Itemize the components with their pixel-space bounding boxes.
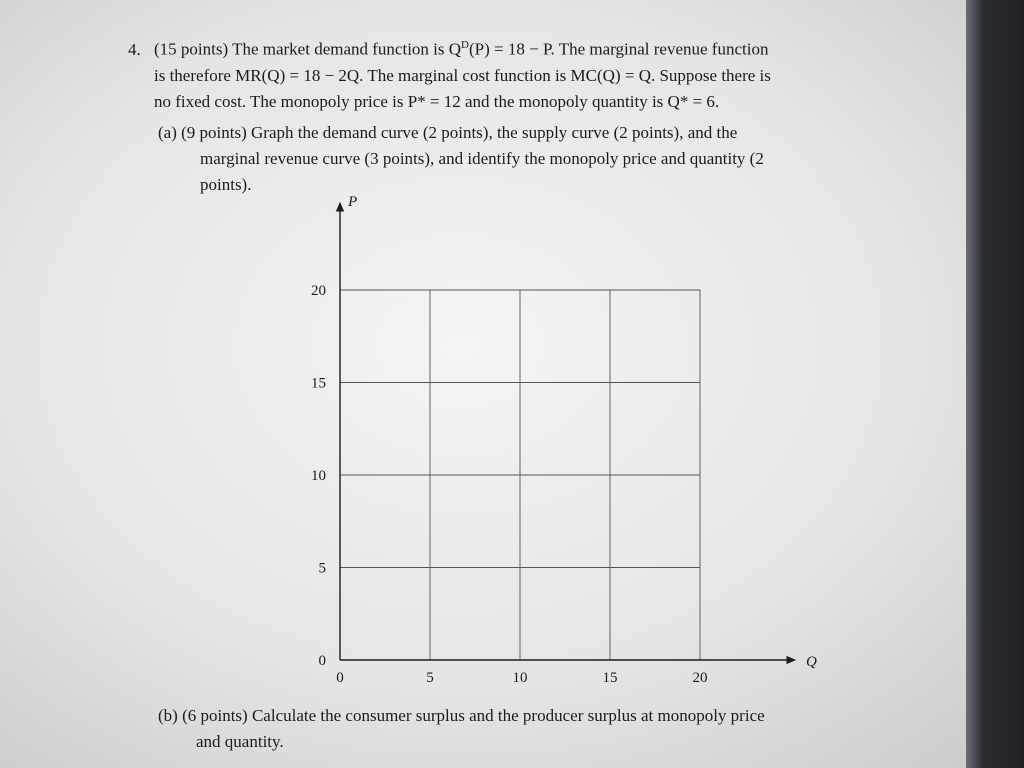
part-a-question [158, 120, 898, 198]
problem-line-1-text: (15 points) The market demand function is Q [154, 39, 462, 59]
graph-canvas [280, 188, 840, 698]
part-a-line-1: (a) (9 points) Graph the demand curve (2 points), the supply curve (2 points), and the [158, 123, 738, 142]
part-a-line-2: marginal revenue curve (3 points), and identify the monopoly price and quantity (2 [200, 149, 764, 168]
y-tick-label: 20 [311, 283, 326, 299]
problem-line-1 [128, 32, 888, 63]
y-tick-label: 15 [311, 375, 326, 392]
part-b-line-1: (b) (6 points) Calculate the consumer surplus and the producer surplus at monopoly price [158, 706, 765, 725]
y-tick-label: 0 [318, 653, 326, 669]
x-tick-label: 10 [512, 670, 528, 686]
problem-number: 4. [128, 39, 141, 59]
blank-graph [280, 188, 840, 698]
problem-line-2: is therefore MR(Q) = 18 − 2Q. The marginal cost function is MC(Q) = Q. Suppose there is [154, 65, 771, 85]
problem-line-1-rest: (P) = 18 − P. The marginal revenue function [469, 39, 769, 59]
tick-labels [311, 283, 708, 686]
problem-line-3: no fixed cost. The monopoly price is P* = 12 and the monopoly quantity is Q* = 6. [154, 91, 720, 111]
y-axis-label: P [348, 194, 358, 210]
part-b-question [158, 703, 918, 755]
grid-lines [340, 290, 700, 660]
problem-line-1-superscript: D [461, 39, 469, 51]
page-edge-shadow [966, 0, 1024, 768]
x-tick-label: 15 [602, 670, 618, 686]
problem-statement [128, 32, 888, 115]
x-tick-label: 5 [426, 670, 434, 686]
part-a-line-3: points). [200, 175, 252, 194]
x-tick-label: 0 [336, 670, 344, 686]
x-tick-label: 20 [692, 670, 708, 686]
x-axis-label: Q [806, 654, 817, 670]
part-b-line-2: and quantity. [196, 732, 284, 751]
y-tick-label: 5 [318, 560, 326, 577]
y-tick-label: 10 [311, 468, 326, 484]
